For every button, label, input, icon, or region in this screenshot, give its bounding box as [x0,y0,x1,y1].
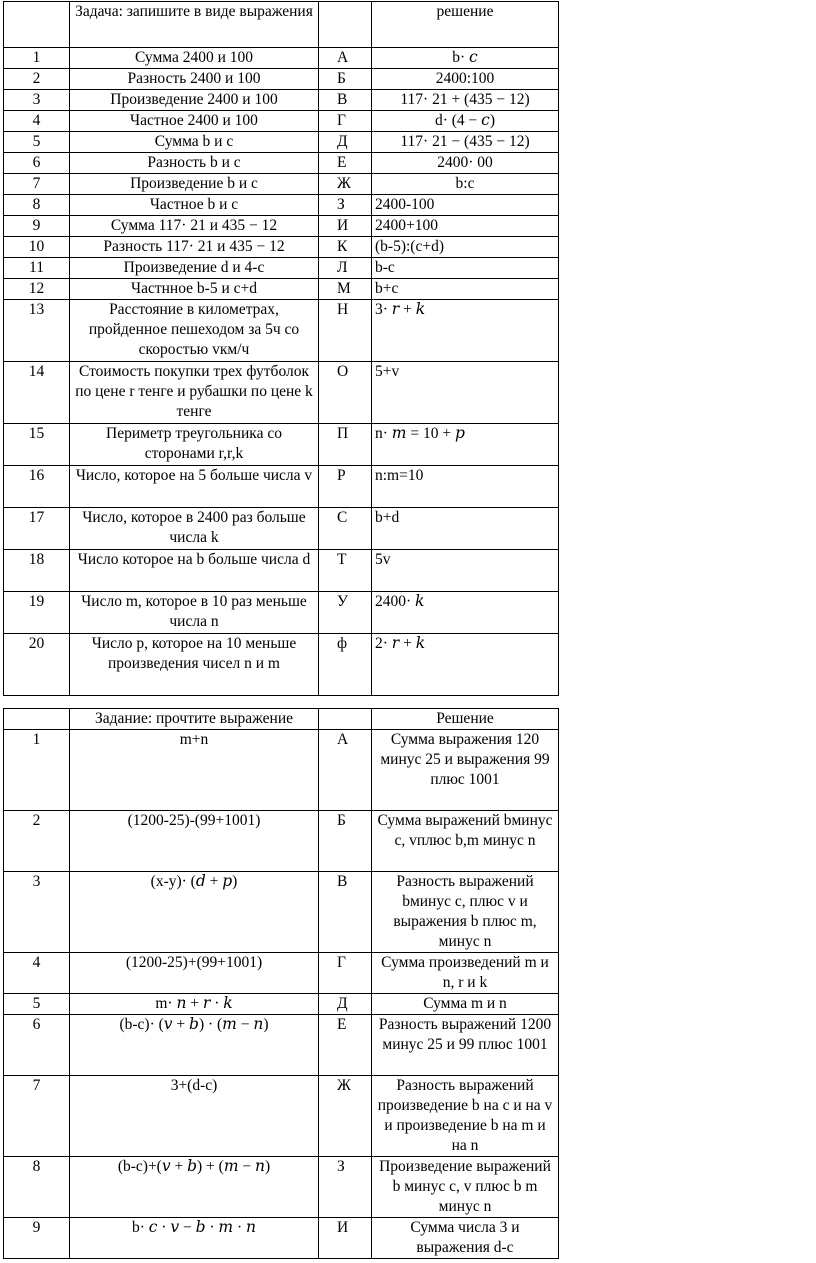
answer-letter: Г [319,953,372,994]
table-row [4,300,559,362]
task-text: (x-y)· (𝑑 + 𝑝) [70,872,319,953]
answer-letter: С [319,508,372,550]
column-header [319,2,372,48]
table-header-row [4,2,559,48]
table-row [4,48,559,69]
row-number: 14 [4,362,70,424]
answer-letter: Е [319,153,372,174]
solution-text: 117· 21 + (435 − 12) [372,90,559,111]
solution-text: n:m=10 [372,466,559,508]
answer-letter: ф [319,634,372,696]
task-text: Число m, которое в 10 раз меньше числа n [70,592,319,634]
table-row [4,1218,559,1259]
solution-text: b+c [372,279,559,300]
task-text: Частное 2400 и 100 [70,111,319,132]
table-row [4,90,559,111]
table-row [4,466,559,508]
row-number: 6 [4,153,70,174]
table-row [4,174,559,195]
solution-text: (b-5):(c+d) [372,237,559,258]
row-number: 4 [4,953,70,994]
row-number: 18 [4,550,70,592]
answer-letter: З [319,1157,372,1218]
task-text: 3+(d-c) [70,1076,319,1157]
answer-letter: Т [319,550,372,592]
table-row [4,111,559,132]
row-number: 2 [4,69,70,90]
answer-letter: У [319,592,372,634]
solution-text: 3· 𝑟 + 𝑘 [372,300,559,362]
task-text: Произведение d и 4-c [70,258,319,279]
table-row [4,279,559,300]
table-header-row [4,709,559,730]
task-text: (1200-25)-(99+1001) [70,811,319,872]
table-row [4,424,559,466]
solution-text: b· 𝑐 [372,48,559,69]
column-header [4,709,70,730]
table-row [4,1015,559,1076]
row-number: 3 [4,872,70,953]
table-row [4,1157,559,1218]
column-header [319,709,372,730]
answer-letter: Г [319,111,372,132]
table-row [4,153,559,174]
solution-text: n· 𝑚 = 10 + 𝑝 [372,424,559,466]
table-row [4,953,559,994]
row-number: 7 [4,1076,70,1157]
task-text: Сумма b и c [70,132,319,153]
solution-text: 2400-100 [372,195,559,216]
solution-text: d· (4 − 𝑐) [372,111,559,132]
solution-text: Сумма числа 3 и выражения d-c [372,1218,559,1259]
answer-letter: А [319,48,372,69]
answer-letter: О [319,362,372,424]
table-row [4,258,559,279]
table-row [4,550,559,592]
row-number: 2 [4,811,70,872]
column-header [4,2,70,48]
table-row [4,216,559,237]
row-number: 13 [4,300,70,362]
answer-letter: Л [319,258,372,279]
task-text: Число которое на b больше числа d [70,550,319,592]
task-text: Разность 117· 21 и 435 − 12 [70,237,319,258]
table-row [4,362,559,424]
row-number: 3 [4,90,70,111]
expressions-table [3,1,559,696]
solution-text: Разность выражений bминус c, плюс v и выражения b плюс m, минус n [372,872,559,953]
row-number: 11 [4,258,70,279]
answer-letter: Д [319,132,372,153]
task-text: Расстояние в километрах, пройденное пешеходом за 5ч со скоростью vкм/ч [70,300,319,362]
solution-text: b-c [372,258,559,279]
table-row [4,237,559,258]
row-number: 19 [4,592,70,634]
task-text: Число, которое в 2400 раз больше числа k [70,508,319,550]
row-number: 10 [4,237,70,258]
answer-letter: Б [319,811,372,872]
task-text: Число p, которое на 10 меньше произведения чисел n и m [70,634,319,696]
answer-letter: Ж [319,174,372,195]
task-text: Стоимость покупки трех футболок по цене r тенге и рубашки по цене k тенге [70,362,319,424]
task-text: Сумма 117· 21 и 435 − 12 [70,216,319,237]
table-row [4,592,559,634]
row-number: 8 [4,195,70,216]
table-row [4,994,559,1015]
task-text: Произведение b и c [70,174,319,195]
row-number: 9 [4,1218,70,1259]
column-header: Решение [372,709,559,730]
solution-text: b:c [372,174,559,195]
answer-letter: Б [319,69,372,90]
row-number: 17 [4,508,70,550]
solution-text: Сумма m и n [372,994,559,1015]
row-number: 5 [4,132,70,153]
task-text: (1200-25)+(99+1001) [70,953,319,994]
reading-table [3,708,559,1259]
table-row [4,1076,559,1157]
task-text: (b-c)· (𝑣 + 𝑏) · (𝑚 − 𝑛) [70,1015,319,1076]
row-number: 4 [4,111,70,132]
task-text: m+n [70,730,319,811]
row-number: 16 [4,466,70,508]
answer-letter: Д [319,994,372,1015]
solution-text: Разность выражений произведение b на c и на v и произведение b на m и на n [372,1076,559,1157]
answer-letter: В [319,872,372,953]
solution-text: 2400+100 [372,216,559,237]
solution-text: 5v [372,550,559,592]
solution-text: Разность выражений 1200 минус 25 и 99 плюс 1001 [372,1015,559,1076]
column-header: Задание: прочтите выражение [70,709,319,730]
answer-letter: А [319,730,372,811]
task-text: (b-c)+(𝑣 + 𝑏) + (𝑚 − 𝑛) [70,1157,319,1218]
task-text: Периметр треугольника со сторонами r,r,k [70,424,319,466]
row-number: 5 [4,994,70,1015]
solution-text: 117· 21 − (435 − 12) [372,132,559,153]
solution-text: 2· 𝑟 + 𝑘 [372,634,559,696]
solution-text: b+d [372,508,559,550]
row-number: 9 [4,216,70,237]
answer-letter: Е [319,1015,372,1076]
table-row [4,508,559,550]
table-row [4,69,559,90]
table-row [4,730,559,811]
answer-letter: Н [319,300,372,362]
answer-letter: В [319,90,372,111]
answer-letter: М [319,279,372,300]
row-number: 7 [4,174,70,195]
row-number: 1 [4,48,70,69]
solution-text: 2400· 𝑘 [372,592,559,634]
task-text: m· 𝑛 + 𝑟 · 𝑘 [70,994,319,1015]
row-number: 12 [4,279,70,300]
solution-text: Сумма произведений m и n, r и k [372,953,559,994]
solution-text: Сумма выражений bминус c, vплюс b,m минус n [372,811,559,872]
task-text: Разность b и c [70,153,319,174]
answer-letter: И [319,216,372,237]
table-row [4,195,559,216]
solution-text: Произведение выражений b минус c, v плюс b m минус n [372,1157,559,1218]
row-number: 20 [4,634,70,696]
answer-letter: К [319,237,372,258]
task-text: Разность 2400 и 100 [70,69,319,90]
task-text: Сумма 2400 и 100 [70,48,319,69]
row-number: 15 [4,424,70,466]
row-number: 1 [4,730,70,811]
solution-text: 2400· 00 [372,153,559,174]
task-text: Произведение 2400 и 100 [70,90,319,111]
answer-letter: И [319,1218,372,1259]
column-header: решение [372,2,559,48]
task-text: b· 𝑐 · 𝑣 − 𝑏 · 𝑚 · 𝑛 [70,1218,319,1259]
row-number: 6 [4,1015,70,1076]
task-text: Частнное b-5 и c+d [70,279,319,300]
solution-text: 2400:100 [372,69,559,90]
task-text: Частное b и c [70,195,319,216]
answer-letter: З [319,195,372,216]
table-row [4,634,559,696]
answer-letter: П [319,424,372,466]
solution-text: Сумма выражения 120 минус 25 и выражения 99 плюс 1001 [372,730,559,811]
solution-text: 5+v [372,362,559,424]
column-header: Задача: запишите в виде выражения [70,2,319,48]
row-number: 8 [4,1157,70,1218]
task-text: Число, которое на 5 больше числа v [70,466,319,508]
answer-letter: Ж [319,1076,372,1157]
table-row [4,811,559,872]
table-row [4,132,559,153]
table-row [4,872,559,953]
answer-letter: Р [319,466,372,508]
